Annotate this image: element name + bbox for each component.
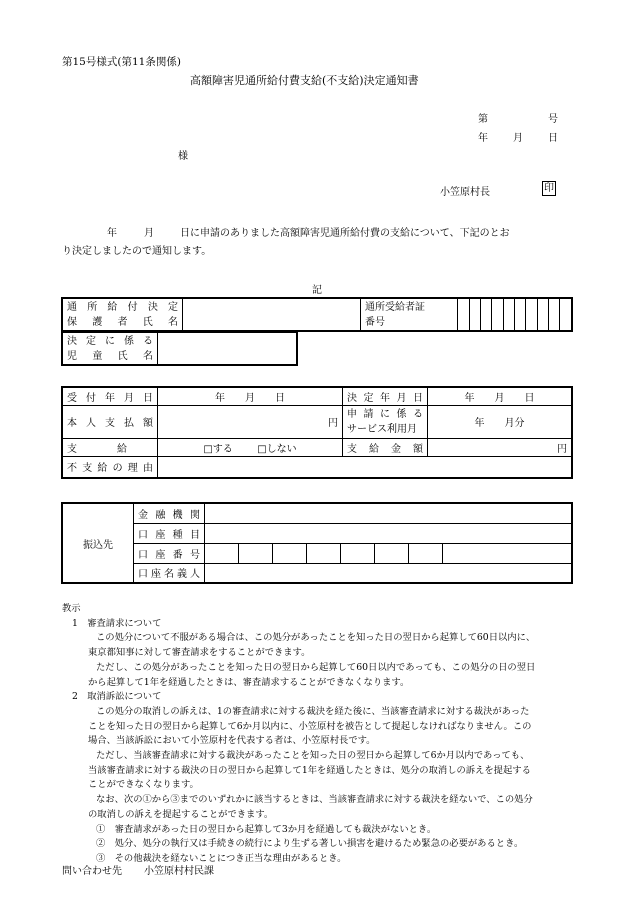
cert-digit[interactable] <box>480 298 491 331</box>
account-digit[interactable] <box>409 543 443 563</box>
child-label: 決定に係る 児童氏名 <box>62 332 158 365</box>
note-text: 当該審査請求に対する裁決の日の翌日から起算して1年を経過したときは、処分の取消しの訴えを提起する <box>88 764 531 776</box>
note-text: ただし、当該審査請求に対する裁決があったことを知った日の翌日から起算して6か月以内であっても、 <box>96 750 530 762</box>
note-text: ことを知った日の翌日から起算して6か月以内に、小笠原村を被告として提起しなければなりません。この <box>88 720 532 732</box>
pay-no-checkbox[interactable]: □しない <box>257 443 297 455</box>
cert-digit[interactable] <box>503 298 514 331</box>
note-text: この処分の取消しの訴えは、1の審査請求に対する裁決を経た後に、当該審査請求に対する裁決があった <box>96 705 530 717</box>
service-month-field[interactable]: 年 月分 <box>428 405 573 438</box>
cert-digit[interactable] <box>469 298 480 331</box>
account-digit[interactable] <box>375 543 409 563</box>
reason-field[interactable] <box>158 456 573 478</box>
para-year: 年 <box>107 228 117 239</box>
account-digit[interactable] <box>205 543 239 563</box>
note-text: ことができなくなります。 <box>88 779 199 791</box>
document-title: 高額障害児通所給付費支給(不支給)決定通知書 <box>190 74 419 87</box>
payment-choice[interactable] <box>158 438 343 456</box>
service-month-label: 申請に係る サービス利用月 <box>343 405 428 438</box>
contact-department: 小笠原村村民課 <box>144 866 214 877</box>
pay-yes-checkbox[interactable]: □する <box>203 443 233 455</box>
addressee-suffix: 様 <box>178 151 188 162</box>
account-holder-label: 口座名義人 <box>134 563 205 583</box>
note-1-heading: 1 審査請求について <box>72 617 162 629</box>
amount-field[interactable]: 円 <box>428 438 573 456</box>
received-date-label: 受付年月日 <box>62 387 158 405</box>
guardian-label: 通所給付決定 保護者氏名 <box>62 298 183 331</box>
condition-3: ③ その他裁決を経ないことにつき正当な理由があるとき。 <box>96 852 347 864</box>
transfer-label: 振込先 <box>62 503 134 583</box>
contact-label: 問い合わせ先 <box>62 866 122 877</box>
note-text: 東京都知事に対して審査請求をすることができます。 <box>88 647 311 659</box>
issue-date-day: 日 <box>548 133 558 144</box>
note-text: の取消しの訴えを提起することができます。 <box>88 808 274 820</box>
cert-digit[interactable] <box>560 298 572 331</box>
account-digit[interactable] <box>341 543 375 563</box>
note-text: この処分について不服がある場合は、この処分があったことを知った日の翌日から起算して60日以内に、 <box>96 632 536 644</box>
received-date-field[interactable]: 年 月 日 <box>158 387 343 405</box>
number-prefix: 第 <box>478 114 488 125</box>
decision-date-field[interactable]: 年 月 日 <box>428 387 573 405</box>
para-line-1: 日に申請のありました高額障害児通所給付費の支給について、下記のとお <box>180 228 510 239</box>
reason-label: 不支給の理由 <box>62 456 158 478</box>
issuer-name: 小笠原村長 <box>440 187 490 198</box>
guardian-name-field[interactable] <box>183 298 361 331</box>
bank-table <box>61 502 573 584</box>
number-suffix: 号 <box>548 114 558 125</box>
account-type-label: 口座種目 <box>134 523 205 543</box>
payment-table <box>61 386 573 479</box>
account-digit[interactable] <box>307 543 341 563</box>
account-number-label: 口座番号 <box>134 543 205 563</box>
self-pay-label: 本人支払額 <box>62 405 158 438</box>
child-table <box>61 331 298 366</box>
ki-heading: 記 <box>312 285 322 296</box>
note-text: なお、次の①から③までのいずれかに該当するときは、当該審査請求に対する裁決を経ないで、この処分 <box>96 794 533 806</box>
instructions-section <box>62 602 572 867</box>
para-line-2: り決定しましたので通知します。 <box>62 246 212 257</box>
self-pay-field[interactable]: 円 <box>158 405 343 438</box>
note-text: から起算して1年を経過したときは、審査請求することができなくなります。 <box>88 676 410 688</box>
decision-date-label: 決定年月日 <box>343 387 428 405</box>
cert-digit[interactable] <box>537 298 548 331</box>
cert-digit[interactable] <box>549 298 560 331</box>
cert-digit[interactable] <box>515 298 526 331</box>
account-digit[interactable] <box>239 543 273 563</box>
note-text: 場合、当該訴訟において小笠原村を代表する者は、小笠原村長です。 <box>88 735 376 747</box>
payment-label: 支 給 <box>62 438 158 456</box>
issue-date-month: 月 <box>513 133 523 144</box>
child-name-field[interactable] <box>158 332 298 365</box>
recipient-table <box>61 297 573 332</box>
account-digit[interactable] <box>273 543 307 563</box>
para-month: 月 <box>144 228 154 239</box>
note-2-heading: 2 取消訴訟について <box>72 691 162 703</box>
issue-date-year: 年 <box>478 133 488 144</box>
cert-digit[interactable] <box>492 298 503 331</box>
cert-digit[interactable] <box>458 298 469 331</box>
condition-1: ① 審査請求があった日の翌日から起算して3か月を経過しても裁決がないとき。 <box>96 823 437 835</box>
account-number-blank <box>443 543 573 563</box>
bank-label: 金融機関 <box>134 503 205 523</box>
seal-mark: 印 <box>544 183 554 194</box>
instructions-heading: 教示 <box>62 603 81 614</box>
cert-digit[interactable] <box>526 298 537 331</box>
certificate-label: 通所受給者証 番号 <box>361 298 458 331</box>
bank-field[interactable] <box>205 503 573 523</box>
amount-label: 支給金額 <box>343 438 428 456</box>
account-holder-field[interactable] <box>205 563 573 583</box>
note-text: ただし、この処分があったことを知った日の翌日から起算して60日以内であっても、この処分の日の翌日 <box>96 661 536 673</box>
condition-2: ② 処分、処分の執行又は手続きの続行により生ずる著しい損害を避けるため緊急の必要があるとき。 <box>96 838 524 850</box>
form-number: 第15号様式(第11条関係) <box>62 56 181 68</box>
account-type-field[interactable] <box>205 523 573 543</box>
